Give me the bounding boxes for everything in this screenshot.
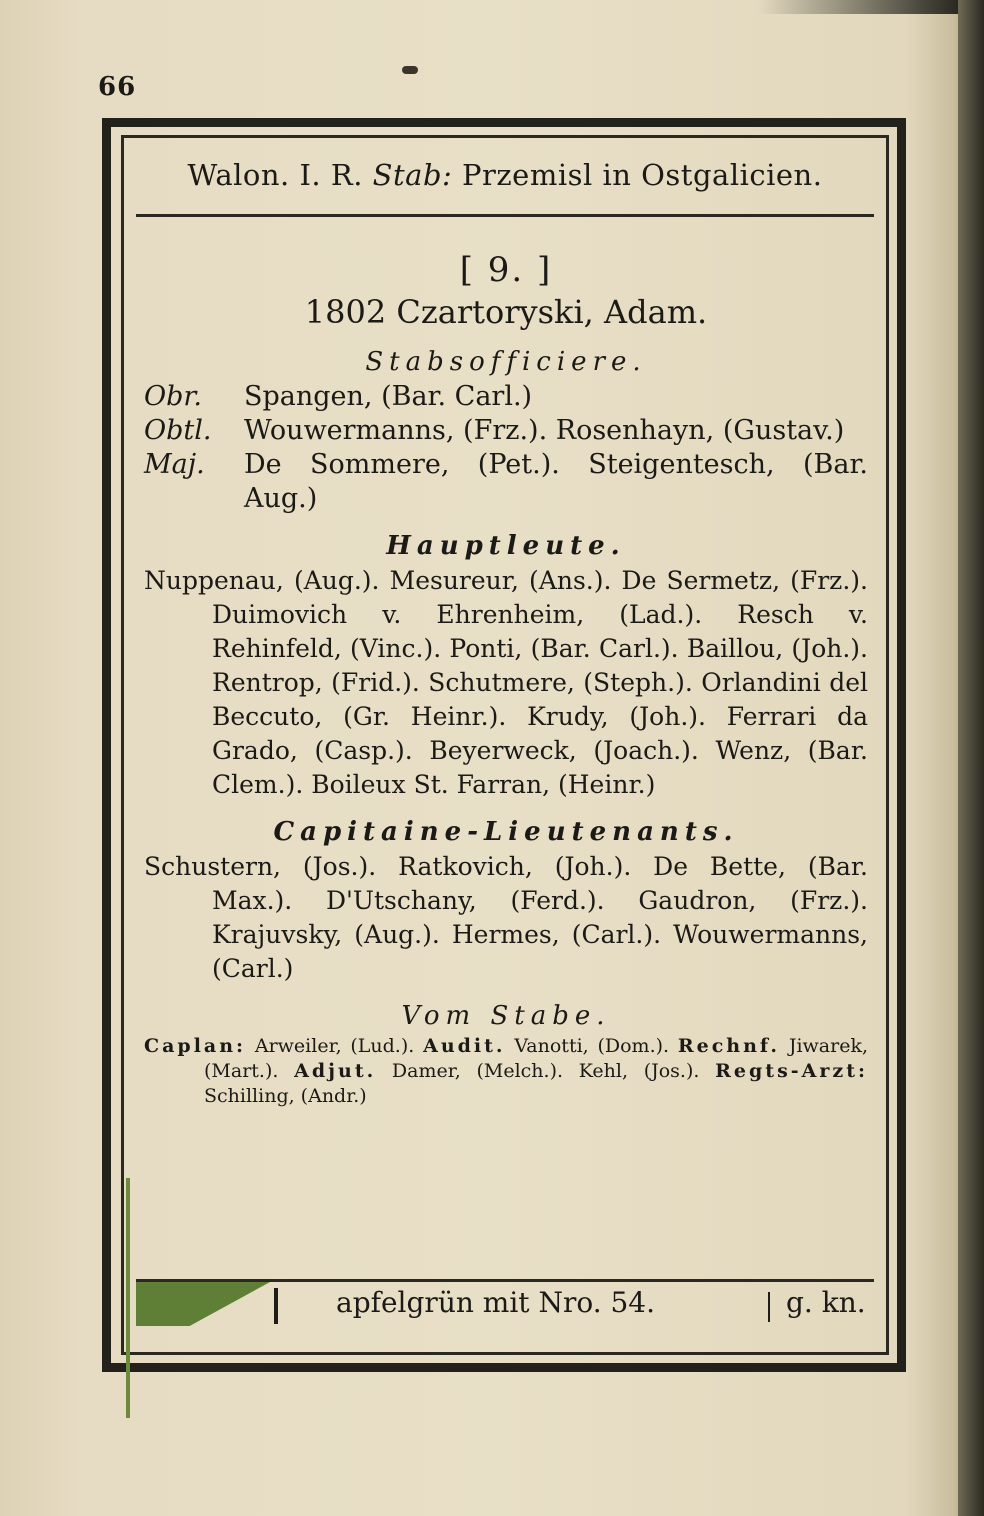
page-number: 66 bbox=[98, 72, 137, 102]
capitaine-lieutenants-list: Schustern, (Jos.). Ratkovich, (Joh.). De Bette, (Bar. Max.). D'Utschany, (Ferd.). Gaudron, (Frz.). Krajuvsky, (Aug.). Hermes, (Carl.). Wouwermanns, (Carl.) bbox=[144, 852, 868, 983]
caplan-name: Arweiler, (Lud.). bbox=[254, 1035, 415, 1057]
audit-label: Audit. bbox=[423, 1035, 506, 1057]
facing-color-text: apfelgrün mit Nro. 54. bbox=[336, 1286, 656, 1319]
entry-frame bbox=[102, 118, 906, 1372]
facing-color-swatch bbox=[136, 1282, 270, 1326]
regiment-header bbox=[124, 158, 886, 192]
section-title-stabsofficiere: Stabsofficiere. bbox=[365, 347, 647, 377]
officer-names: Wouwermanns, (Frz.). Rosenhayn, (Gustav.) bbox=[244, 415, 845, 446]
regiment-number: [ 9. ] bbox=[459, 250, 553, 290]
vom-stabe-list bbox=[144, 1034, 868, 1109]
officer-row bbox=[144, 414, 868, 448]
station: Przemisl in Ostgalicien. bbox=[462, 158, 823, 192]
officer-row bbox=[144, 448, 868, 516]
footer-divider bbox=[274, 1288, 278, 1324]
rank-label: Obr. bbox=[144, 381, 202, 412]
section-title-hauptleute: Hauptleute. bbox=[386, 531, 626, 561]
officer-names: De Sommere, (Pet.). Steigentesch, (Bar. Aug.) bbox=[244, 449, 868, 514]
section-title-capitaine-lieutenants: Capitaine-Lieutenants. bbox=[273, 817, 739, 847]
stab-label: Stab: bbox=[372, 158, 453, 192]
rank-label: Maj. bbox=[144, 449, 205, 480]
page-shadow bbox=[758, 0, 958, 14]
regiment-name: Walon. I. R. bbox=[187, 158, 363, 192]
entry-inner-frame bbox=[121, 135, 889, 1355]
rechnf-name: Jiwarek, (Mart.). bbox=[204, 1035, 868, 1082]
footer-divider bbox=[768, 1292, 770, 1322]
hauptleute-list: Nuppenau, (Aug.). Mesureur, (Ans.). De Sermetz, (Frz.). Duimovich v. Ehrenheim, (Lad.). Resch v. Rehinfeld, (Vinc.). Ponti, (Bar. Carl.). Baillou, (Joh.). Rentrop, (Frid.). Schutmere, (Steph.). Orlandini del Beccuto, (Gr. Heinr.). Krudy, (Joh.). Ferrari da Grado, (Casp.). Beyerweck, (Joach.). Wenz, (Bar. Clem.). Boileux St. Farran, (Heinr.) bbox=[144, 566, 868, 799]
caplan-label: Caplan: bbox=[144, 1035, 247, 1057]
buttons-text: g. kn. bbox=[786, 1286, 866, 1319]
audit-name: Vanotti, (Dom.). bbox=[514, 1035, 670, 1057]
rechnf-label: Rechnf. bbox=[677, 1035, 781, 1057]
rank-label: Obtl. bbox=[144, 415, 212, 446]
adjut-name: Damer, (Melch.). Kehl, (Jos.). bbox=[391, 1060, 700, 1082]
facing-color-edge bbox=[126, 1178, 130, 1418]
regts-arzt-name: Schilling, (Andr.) bbox=[204, 1085, 367, 1107]
book-spine bbox=[958, 0, 984, 1516]
entry-content bbox=[144, 238, 868, 1109]
regts-arzt-label: Regts-Arzt: bbox=[715, 1060, 868, 1082]
header-rule bbox=[136, 214, 874, 217]
ink-mark bbox=[402, 66, 418, 74]
adjut-label: Adjut. bbox=[294, 1060, 377, 1082]
regiment-owner: 1802 Czartoryski, Adam. bbox=[304, 293, 708, 331]
officer-row bbox=[144, 380, 868, 414]
section-title-vom-stabe: Vom Stabe. bbox=[401, 1001, 611, 1031]
uniform-footer bbox=[136, 1279, 874, 1340]
officer-names: Spangen, (Bar. Carl.) bbox=[244, 381, 533, 412]
